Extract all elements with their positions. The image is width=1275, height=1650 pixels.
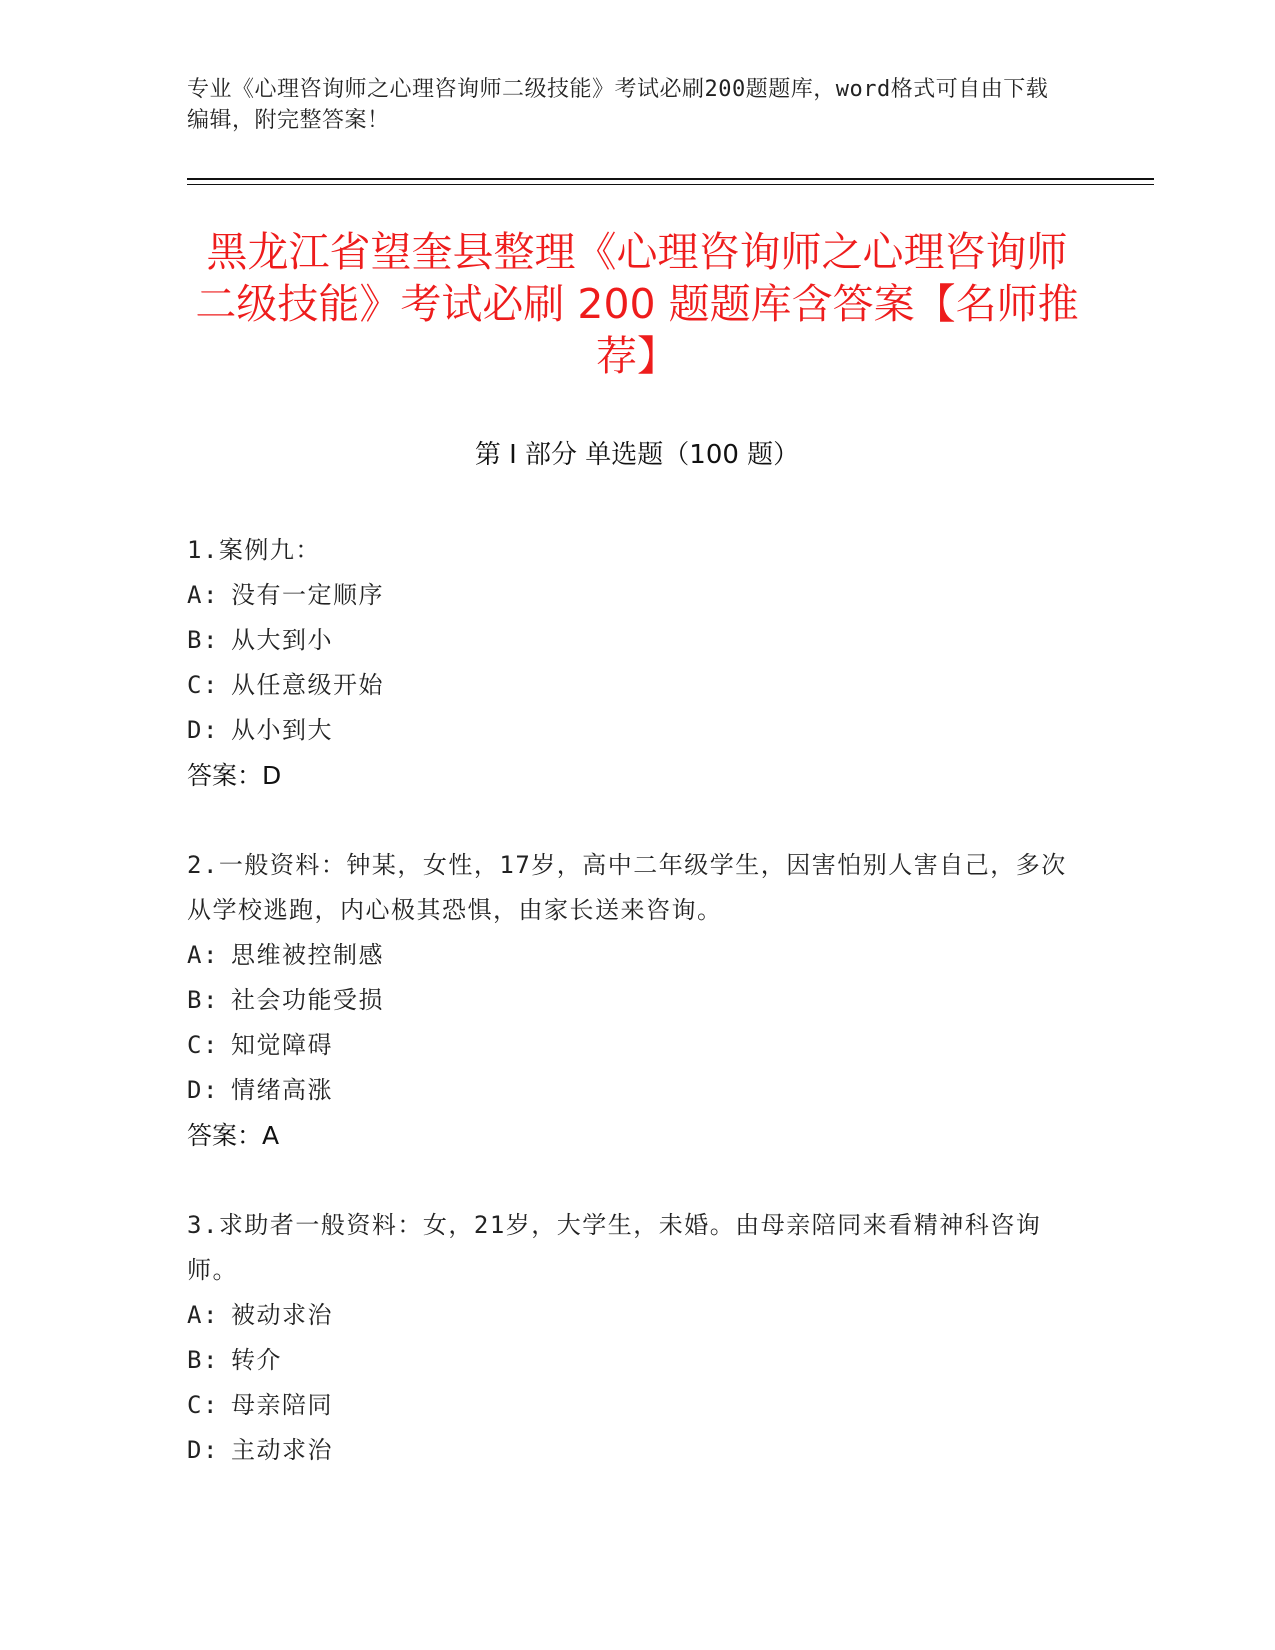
document-title: 黑龙江省望奎县整理《心理咨询师之心理咨询师二级技能》考试必刷 200 题题库含答案【名师推荐】: [195, 228, 1079, 380]
option-a: [187, 933, 1067, 978]
option-letter: B:: [187, 626, 219, 654]
option-text: 社会功能受损: [231, 986, 384, 1014]
answer-line: 答案：D: [187, 761, 282, 790]
option-letter: D:: [187, 1076, 219, 1104]
option-d: [187, 708, 1067, 753]
option-text: 情绪高涨: [231, 1076, 333, 1104]
question-stem: 2.一般资料：钟某，女性，17岁，高中二年级学生，因害怕别人害自己，多次从学校逃跑，内心极其恐惧，由家长送来咨询。: [187, 851, 1067, 924]
option-a: [187, 1293, 1067, 1338]
question-3: [187, 1203, 1067, 1473]
header-rule-thin: [187, 184, 1154, 185]
option-letter: B:: [187, 1346, 219, 1374]
question-2: [187, 843, 1067, 1158]
option-text: 母亲陪同: [231, 1391, 333, 1419]
question-list: [187, 528, 1067, 1518]
option-text: 知觉障碍: [231, 1031, 333, 1059]
option-text: 被动求治: [231, 1301, 333, 1329]
option-letter: C:: [187, 671, 219, 699]
question-stem: 3.求助者一般资料：女，21岁，大学生，未婚。由母亲陪同来看精神科咨询师。: [187, 1211, 1042, 1284]
option-d: [187, 1428, 1067, 1473]
question-1: [187, 528, 1067, 798]
option-b: [187, 1338, 1067, 1383]
option-d: [187, 1068, 1067, 1113]
option-text: 没有一定顺序: [231, 581, 384, 609]
header-note: 专业《心理咨询师之心理咨询师二级技能》考试必刷200题题库，word格式可自由下载编辑，附完整答案！: [187, 77, 1049, 133]
header-rule-thick: [187, 178, 1154, 180]
question-stem: 1.案例九：: [187, 536, 321, 564]
option-letter: D:: [187, 1436, 219, 1464]
option-c: [187, 663, 1067, 708]
option-text: 从小到大: [231, 716, 333, 744]
answer-line: 答案：A: [187, 1121, 280, 1150]
option-letter: C:: [187, 1031, 219, 1059]
option-a: [187, 573, 1067, 618]
option-text: 思维被控制感: [231, 941, 384, 969]
option-b: [187, 618, 1067, 663]
option-letter: D:: [187, 716, 219, 744]
option-text: 从任意级开始: [231, 671, 384, 699]
section-title: 第 I 部分 单选题（100 题）: [474, 440, 800, 470]
option-c: [187, 1383, 1067, 1428]
option-letter: A:: [187, 581, 219, 609]
option-text: 从大到小: [231, 626, 333, 654]
option-c: [187, 1023, 1067, 1068]
option-letter: A:: [187, 941, 219, 969]
option-letter: B:: [187, 986, 219, 1014]
option-letter: A:: [187, 1301, 219, 1329]
option-text: 转介: [231, 1346, 282, 1374]
option-text: 主动求治: [231, 1436, 333, 1464]
option-letter: C:: [187, 1391, 219, 1419]
option-b: [187, 978, 1067, 1023]
